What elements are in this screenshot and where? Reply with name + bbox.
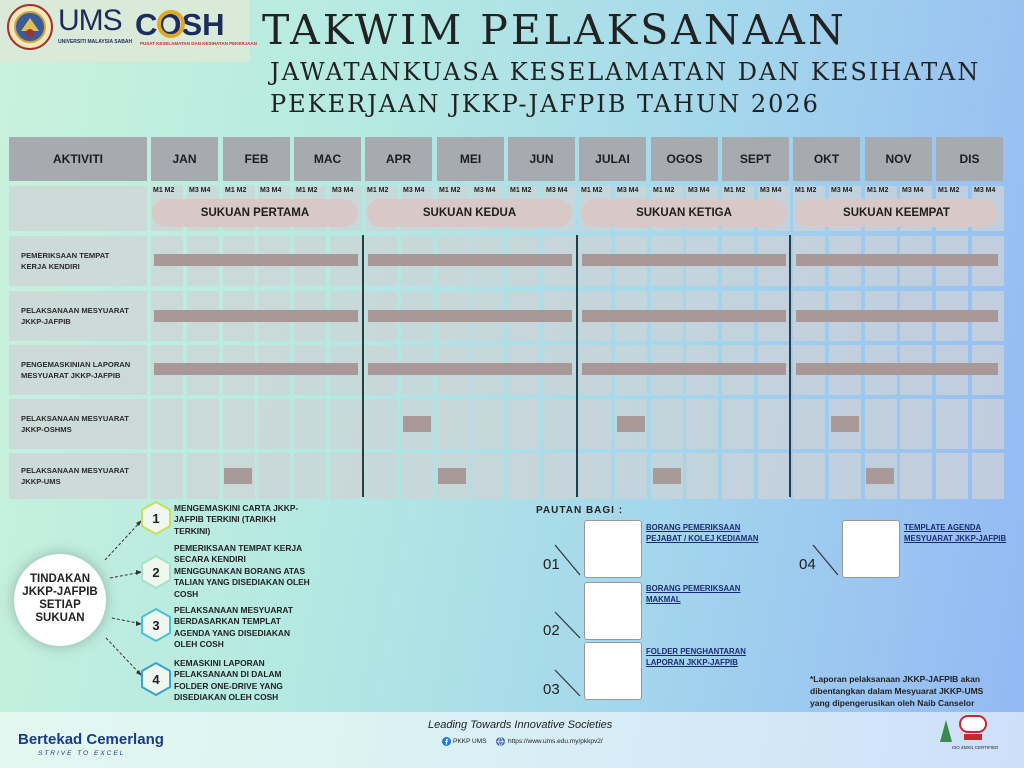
grid-cell [865,399,897,449]
week-label: M1 M2 [225,187,247,194]
week-label: M3 M4 [546,187,568,194]
week-label: M1 M2 [153,187,175,194]
week-label: M1 M2 [795,187,817,194]
week-label: M3 M4 [902,187,924,194]
week-label: M3 M4 [403,187,425,194]
certification-logo-icon [938,712,988,746]
schedule-block [617,416,645,432]
grid-cell [579,453,611,499]
link-borang-makmal[interactable]: BORANG PEMERIKSAAN MAKMAL [646,584,741,605]
page-subtitle-line2: PEKERJAAN JKKP-JAFPIB TAHUN 2026 [270,90,820,118]
week-label: M1 M2 [367,187,389,194]
grid-cell [758,453,790,499]
cosh-logo-text: COSH [135,7,225,40]
ums-seal-icon [6,3,54,51]
quarter-divider [362,235,364,497]
activity-row-label: PELAKSANAAN MESYUARAT JKKP-UMS [9,453,147,499]
step-text: MENGEMASKINI CARTA JKKP- JAFPIB TERKINI (TARIKH TERKINI) [174,503,299,536]
month-header: OGOS [651,137,718,181]
grid-cell [615,453,647,499]
cosh-subtitle: PUSAT KESELAMATAN DAN KESIHATAN PEKERJAAN [140,41,257,46]
grid-cell [722,399,754,449]
step-number: 3 [152,617,160,633]
week-label: M1 M2 [867,187,889,194]
footer-slogan: Bertekad Cemerlang [18,731,164,748]
week-label: M3 M4 [617,187,639,194]
footer-tagline: Leading Towards Innovative Societies [428,719,613,731]
schedule-block [653,468,681,484]
week-label: M3 M4 [688,187,710,194]
week-row-label-cell [9,186,147,231]
grid-cell [793,453,825,499]
globe-icon[interactable] [496,737,505,746]
week-label: M1 M2 [938,187,960,194]
step-number: 2 [152,564,160,580]
grid-cell [508,399,540,449]
step-text: KEMASKINI LAPORAN PELAKSANAAN DI DALAM FOLDER ONE-DRIVE YANG DISEDIAKAN OLEH COSH [174,658,283,703]
link-borang-pejabat[interactable]: BORANG PEMERIKSAAN PEJABAT / KOLEJ KEDIAMAN [646,523,759,544]
schedule-block [831,416,859,432]
month-header: JUN [508,137,575,181]
grid-cell [472,453,504,499]
week-label: M3 M4 [831,187,853,194]
footer-strive: STRIVE TO EXCEL [38,750,126,757]
month-header: JULAI [579,137,646,181]
quarter-pill-2: SUKUAN KEDUA [367,199,572,227]
week-label: M3 M4 [760,187,782,194]
month-header: MAC [294,137,361,181]
qr-code-icon[interactable] [584,520,642,578]
links-heading: PAUTAN BAGI : [536,505,624,516]
quarter-pill-1: SUKUAN PERTAMA [152,199,358,227]
grid-cell [686,399,718,449]
schedule-block [866,468,894,484]
schedule-bar [368,363,572,375]
grid-cell [330,453,362,499]
grid-cell [365,399,397,449]
qr-code-icon[interactable] [584,582,642,640]
grid-cell [187,453,219,499]
quarter-pill-4: SUKUAN KEEMPAT [795,199,998,227]
week-label: M3 M4 [332,187,354,194]
schedule-block [403,416,431,432]
qr-code-icon[interactable] [584,642,642,700]
activity-row-label: PELAKSANAAN MESYUARAT JKKP-JAFPIB [9,291,147,341]
grid-cell [544,399,576,449]
step-number: 1 [152,510,160,526]
grid-cell [294,399,326,449]
schedule-bar [154,363,358,375]
week-label: M3 M4 [474,187,496,194]
grid-cell [187,399,219,449]
grid-cell [544,453,576,499]
quarter-pill-3: SUKUAN KETIGA [581,199,787,227]
week-label: M1 M2 [296,187,318,194]
grid-cell [722,453,754,499]
grid-cell [223,399,255,449]
week-label: M1 M2 [581,187,603,194]
website-link[interactable]: https://www.ums.edu.my/pkkpv2/ [508,738,603,745]
grid-cell [579,399,611,449]
footnote: *Laporan pelaksanaan JKKP-JAFPIB akan dibentangkan dalam Mesyuarat JKKP-UMS yang dipengerusikan oleh Naib Canselor [810,674,984,709]
month-header: FEB [223,137,290,181]
activity-row-label: PEMERIKSAAN TEMPAT KERJA KENDIRI [9,236,147,286]
action-circle-text: TINDAKAN JKKP-JAFPIB SETIAP SUKUAN [22,573,98,625]
schedule-bar [582,310,786,322]
facebook-label[interactable]: PKKP UMS [453,738,487,745]
week-label: M1 M2 [439,187,461,194]
schedule-bar [582,254,786,266]
week-label: M1 M2 [510,187,532,194]
month-header: APR [365,137,432,181]
grid-cell [900,453,932,499]
week-label: M1 M2 [653,187,675,194]
qr-code-icon[interactable] [842,520,900,578]
quarter-divider [789,235,791,497]
grid-cell [758,399,790,449]
grid-cell [294,453,326,499]
schedule-bar [368,254,572,266]
month-header: NOV [865,137,932,181]
grid-cell [508,453,540,499]
schedule-bar [154,254,358,266]
activity-row-label: PENGEMASKINIAN LAPORAN MESYUARAT JKKP-JAFPIB [9,345,147,395]
grid-cell [472,399,504,449]
grid-cell [151,399,183,449]
schedule-bar [368,310,572,322]
ums-subtitle: UNIVERSITI MALAYSIA SABAH [58,39,133,45]
grid-cell [793,399,825,449]
link-number: 01 [543,556,560,573]
link-template-agenda[interactable]: TEMPLATE AGENDA MESYUARAT JKKP-JAFPIB [904,523,1007,544]
step-text: PELAKSANAAN MESYUARAT BERDASARKAN TEMPLAT AGENDA YANG DISEDIAKAN OLEH COSH [174,605,293,650]
grid-cell [686,453,718,499]
link-number: 04 [799,556,816,573]
grid-cell [829,453,861,499]
grid-cell [330,399,362,449]
facebook-icon[interactable] [442,737,451,746]
grid-cell [936,399,968,449]
activity-header: AKTIVITI [9,137,147,181]
link-number: 02 [543,622,560,639]
month-header: SEPT [722,137,789,181]
page-subtitle-line1: JAWATANKUASA KESELAMATAN DAN KESIHATAN [270,58,981,86]
week-label: M1 M2 [724,187,746,194]
grid-cell [401,453,433,499]
grid-cell [258,399,290,449]
cosh-logo-icon [135,6,237,40]
grid-cell [258,453,290,499]
activity-row-label: PELAKSANAAN MESYUARAT JKKP-OSHMS [9,399,147,449]
grid-cell [365,453,397,499]
schedule-bar [796,254,998,266]
link-number: 03 [543,681,560,698]
grid-cell [936,453,968,499]
week-label: M3 M4 [974,187,996,194]
iso-certified-text: ISO 45001 CERTIFIED [952,745,999,750]
grid-cell [651,399,683,449]
grid-cell [437,399,469,449]
ums-logo-text: UMS [58,4,122,37]
week-label: M3 M4 [260,187,282,194]
week-label: M3 M4 [189,187,211,194]
month-header: JAN [151,137,218,181]
schedule-bar [796,310,998,322]
step-number: 4 [152,671,160,687]
grid-cell [972,399,1004,449]
grid-cell [900,399,932,449]
month-header: MEI [437,137,504,181]
schedule-bar [154,310,358,322]
quarter-divider [576,235,578,497]
link-folder-laporan[interactable]: FOLDER PENGHANTARAN LAPORAN JKKP-JAFPIB [646,647,746,668]
schedule-bar [796,363,998,375]
schedule-block [438,468,466,484]
schedule-block [224,468,252,484]
grid-cell [151,453,183,499]
step-text: PEMERIKSAAN TEMPAT KERJA SECARA KENDIRI MENGGUNAKAN BORANG ATAS TALIAN YANG DISEDIAKAN OLEH COSH [174,543,310,599]
month-header: DIS [936,137,1003,181]
page-title: TAKWIM PELAKSANAAN [262,6,847,54]
schedule-bar [582,363,786,375]
month-header: OKT [793,137,860,181]
grid-cell [972,453,1004,499]
